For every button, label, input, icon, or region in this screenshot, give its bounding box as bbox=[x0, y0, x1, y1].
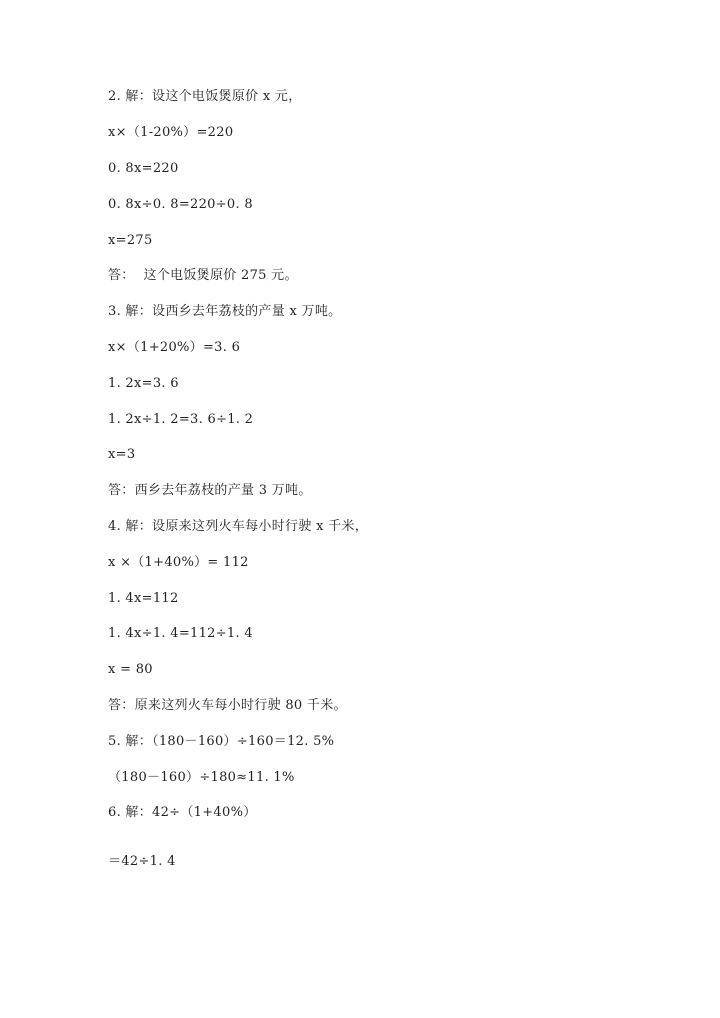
solution-2-answer: 答： 这个电饭煲原价 275 元。 bbox=[108, 268, 298, 283]
solution-6-step-1: ＝42÷1. 4 bbox=[108, 854, 176, 869]
solution-4-step-3: 1. 4x÷1. 4=112÷1. 4 bbox=[108, 626, 253, 641]
solution-4-step-2: 1. 4x=112 bbox=[108, 591, 179, 606]
solution-2-step-1: x×（1-20%）=220 bbox=[108, 125, 234, 140]
solution-3-step-2: 1. 2x=3. 6 bbox=[108, 376, 179, 391]
solution-4-step-4: x = 80 bbox=[108, 662, 153, 677]
solution-3-step-4: x=3 bbox=[108, 447, 136, 462]
solution-3-heading: 3. 解：设西乡去年荔枝的产量 x 万吨。 bbox=[108, 304, 342, 319]
solution-2-step-4: x=275 bbox=[108, 233, 153, 248]
solution-3-step-1: x×（1+20%）=3. 6 bbox=[108, 340, 241, 355]
solution-3-answer: 答：西乡去年荔枝的产量 3 万吨。 bbox=[108, 483, 312, 498]
solution-2-heading: 2. 解：设这个电饭煲原价 x 元， bbox=[108, 89, 302, 104]
solution-3-step-3: 1. 2x÷1. 2=3. 6÷1. 2 bbox=[108, 412, 254, 427]
solution-6-heading: 6. 解：42÷（1+40%） bbox=[108, 805, 257, 820]
solution-2-step-3: 0. 8x÷0. 8=220÷0. 8 bbox=[108, 197, 253, 212]
solution-4-step-1: x ×（1+40%）= 112 bbox=[108, 555, 249, 570]
solution-4-heading: 4. 解：设原来这列火车每小时行驶 x 千米， bbox=[108, 519, 369, 534]
solution-5-step-1: （180－160）÷180≈11. 1% bbox=[108, 770, 295, 785]
solution-4-answer: 答：原来这列火车每小时行驶 80 千米。 bbox=[108, 698, 347, 713]
solution-5-heading: 5. 解：（180－160）÷160＝12. 5% bbox=[108, 734, 335, 749]
solution-2-step-2: 0. 8x=220 bbox=[108, 161, 179, 176]
